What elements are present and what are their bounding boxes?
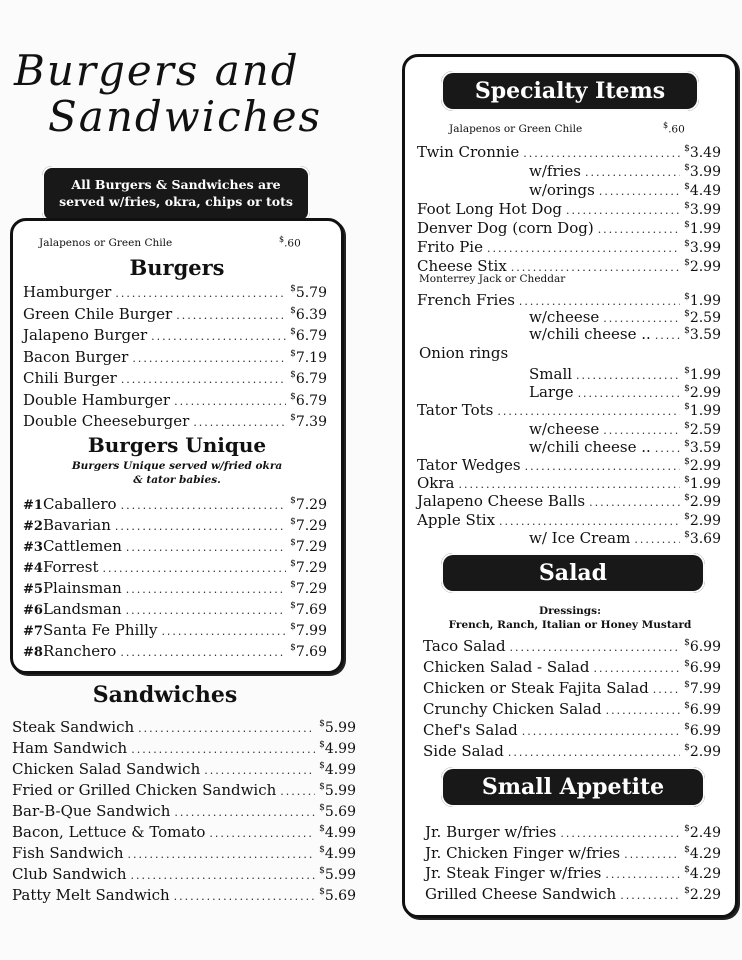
item-price: $5.99 [319, 866, 356, 883]
item-price: $2.49 [684, 824, 721, 841]
item-number: #7 [23, 624, 43, 639]
item-price: $4.99 [319, 845, 356, 862]
item-price: $7.29 [290, 580, 327, 597]
burgers-addon-price: $.60 [279, 235, 301, 250]
item-price: $7.99 [684, 680, 721, 697]
specialty-heading: Specialty Items [441, 71, 699, 111]
item-name: w/orings [529, 181, 595, 199]
item-name: Taco Salad [423, 637, 506, 655]
item-price: $2.59 [684, 309, 721, 326]
dot-leader [620, 886, 680, 906]
item-name: w/fries [529, 162, 581, 180]
item-name: Ham Sandwich [12, 739, 128, 757]
item-name: Ranchero [42, 642, 117, 660]
item-price: $5.69 [319, 887, 356, 904]
small-appetite-item [425, 881, 721, 906]
item-price: $2.99 [684, 511, 721, 529]
item-name: Grilled Cheese Sandwich [425, 884, 617, 903]
burger-item [23, 408, 327, 433]
item-price: $5.79 [290, 284, 327, 301]
item-price: $4.99 [319, 740, 356, 757]
item-price: $3.99 [684, 239, 721, 256]
item-name: Jalapeno Cheese Balls [417, 492, 586, 511]
item-price: $6.99 [684, 638, 721, 655]
dot-leader [508, 743, 680, 763]
item-name: Frito Pie [417, 238, 483, 256]
item-price: $4.99 [319, 824, 356, 841]
menu-title-line2: Sandwiches [48, 92, 323, 141]
item-price: $3.69 [684, 529, 721, 547]
item-name: Jr. Chicken Finger w/fries [425, 843, 621, 862]
item-price: $7.69 [290, 643, 327, 660]
item-price: $3.59 [684, 326, 721, 343]
item-name: Caballero [42, 495, 117, 513]
item-name: Bacon, Lettuce & Tomato [12, 823, 206, 841]
item-price: $1.99 [684, 220, 721, 237]
item-price: $1.99 [684, 292, 721, 309]
item-name: Foot Long Hot Dog [417, 200, 563, 218]
small-appetite-heading: Small Appetite [441, 767, 705, 807]
cheese-choice-label: Monterrey Jack or Cheddar [419, 273, 566, 285]
item-name: Twin Cronnie [417, 143, 520, 161]
item-name: Chef's Salad [423, 721, 518, 739]
item-name: Double Cheeseburger [23, 412, 190, 430]
item-price: $2.99 [684, 457, 721, 474]
item-name: Denver Dog (corn Dog) [417, 219, 594, 237]
side-item [529, 525, 721, 550]
item-price: $7.29 [290, 538, 327, 555]
right-menu-box [402, 54, 738, 918]
item-name: Side Salad [423, 742, 504, 760]
item-price: $4.29 [684, 844, 721, 862]
item-name: French Fries [417, 291, 515, 309]
item-price: $6.39 [290, 305, 327, 323]
unique-burger-item [23, 638, 327, 663]
item-name: Hamburger [23, 283, 112, 301]
served-with-line1: All Burgers & Sandwiches are [71, 177, 281, 192]
item-price: $6.79 [290, 327, 327, 344]
item-name: Apple Stix [417, 510, 496, 529]
served-with-line2: served w/fries, okra, chips or tots [59, 194, 293, 209]
item-price: $5.99 [319, 719, 356, 736]
item-number: #5 [23, 582, 43, 597]
item-name: Bar-B-Que Sandwich [12, 802, 171, 820]
item-name: Chili Burger [23, 369, 117, 387]
menu-title [14, 48, 344, 140]
item-price: $3.99 [684, 163, 721, 180]
dot-leader [193, 413, 286, 433]
item-name: Green Chile Burger [23, 304, 173, 323]
item-price: $4.49 [684, 182, 721, 199]
item-number: #1 [23, 498, 43, 513]
item-price: $7.19 [290, 348, 327, 366]
item-name: Large [529, 383, 574, 402]
item-price: $6.79 [290, 391, 327, 409]
item-name: Double Hamburger [23, 390, 171, 409]
item-price: $2.99 [684, 258, 721, 275]
item-name: w/ Ice Cream [529, 528, 631, 547]
item-price: $6.99 [684, 701, 721, 718]
served-with-banner [42, 166, 310, 222]
item-number: #4 [23, 561, 43, 576]
item-name: Chicken Salad - Salad [423, 658, 590, 676]
burgers-box [10, 218, 344, 674]
salad-item [423, 738, 721, 763]
dot-leader [174, 887, 315, 907]
item-name: Tator Wedges [417, 456, 521, 474]
item-price: $1.99 [684, 402, 721, 420]
specialty-item [417, 253, 721, 278]
item-name: Patty Melt Sandwich [12, 886, 170, 904]
item-price: $2.29 [684, 885, 721, 903]
item-price: $4.29 [684, 865, 721, 882]
item-name: w/chili cheese .. [529, 437, 651, 456]
item-price: $7.69 [290, 601, 327, 618]
item-name: Fried or Grilled Chicken Sandwich [12, 781, 277, 799]
item-name: w/cheese [529, 419, 600, 438]
item-price: $4.99 [319, 761, 356, 778]
item-price: $5.99 [319, 782, 356, 799]
item-name: Jr. Steak Finger w/fries [425, 864, 602, 882]
item-name: Tator Tots [417, 401, 494, 420]
item-price: $6.79 [290, 370, 327, 387]
sandwiches-section [0, 680, 370, 920]
dot-leader [634, 530, 680, 550]
item-name: Bavarian [42, 516, 111, 534]
item-name: Fish Sandwich [12, 844, 124, 862]
item-name: Forrest [42, 558, 99, 576]
item-name: Chicken Salad Sandwich [12, 760, 201, 778]
burgers-unique-heading: Burgers Unique [87, 433, 267, 457]
right-content [405, 57, 735, 915]
specialty-addon-price: $.60 [663, 121, 685, 136]
burgers-addon-label: Jalapenos or Green Chile [39, 237, 173, 249]
item-name: w/cheese [529, 308, 600, 326]
item-price: $1.99 [684, 366, 721, 383]
item-number: #2 [23, 519, 43, 534]
dot-leader [655, 326, 680, 346]
item-price: $7.29 [290, 559, 327, 576]
onion-rings-label: Onion rings [419, 344, 509, 362]
item-name: Jr. Burger w/fries [425, 823, 557, 841]
sandwich-item [12, 882, 356, 907]
item-name: Landsman [42, 600, 122, 618]
dressings-list: French, Ranch, Italian or Honey Mustard [448, 619, 692, 631]
item-name: Cheese Stix [417, 257, 507, 275]
item-price: $1.99 [684, 475, 721, 493]
item-price: $3.59 [684, 438, 721, 456]
item-name: Chicken or Steak Fajita Salad [423, 679, 649, 697]
burgers-unique-note: Burgers Unique served w/fried okra & tator babies. [71, 460, 283, 486]
item-price: $2.99 [684, 384, 721, 402]
item-number: #8 [23, 645, 43, 660]
burgers-heading: Burgers [129, 255, 225, 280]
item-name: Okra [417, 474, 455, 493]
item-price: $7.29 [290, 496, 327, 513]
dot-leader [511, 258, 680, 278]
item-price: $5.69 [319, 803, 356, 820]
menu-title-line1: Burgers and [14, 46, 300, 95]
item-name: Cattlemen [42, 537, 122, 555]
item-name: Steak Sandwich [12, 718, 135, 736]
item-price: $3.49 [684, 144, 721, 161]
dot-leader [120, 643, 286, 663]
specialty-addon-label: Jalapenos or Green Chile [449, 123, 583, 135]
item-name: Santa Fe Philly [42, 621, 158, 639]
item-number: #3 [23, 540, 43, 555]
salad-heading: Salad [441, 553, 705, 593]
burgers-content [13, 221, 341, 671]
dressings-label: Dressings: [539, 605, 601, 617]
item-name: Crunchy Chicken Salad [423, 700, 602, 718]
item-price: $7.99 [290, 622, 327, 639]
sandwiches-heading: Sandwiches [92, 682, 238, 708]
item-name: Plainsman [42, 579, 122, 597]
item-name: Small [529, 365, 573, 383]
item-price: $2.99 [684, 743, 721, 760]
item-price: $2.59 [684, 420, 721, 438]
item-price: $7.29 [290, 517, 327, 534]
item-number: #6 [23, 603, 43, 618]
item-price: $7.39 [290, 413, 327, 430]
item-name: w/chili cheese .. [529, 325, 651, 343]
item-price: $3.99 [684, 201, 721, 218]
item-price: $2.99 [684, 493, 721, 511]
item-name: Jalapeno Burger [23, 326, 148, 344]
item-name: Bacon Burger [23, 347, 129, 366]
fries-item [529, 321, 721, 346]
item-price: $6.99 [684, 722, 721, 739]
item-price: $6.99 [684, 659, 721, 676]
item-name: Club Sandwich [12, 865, 127, 883]
